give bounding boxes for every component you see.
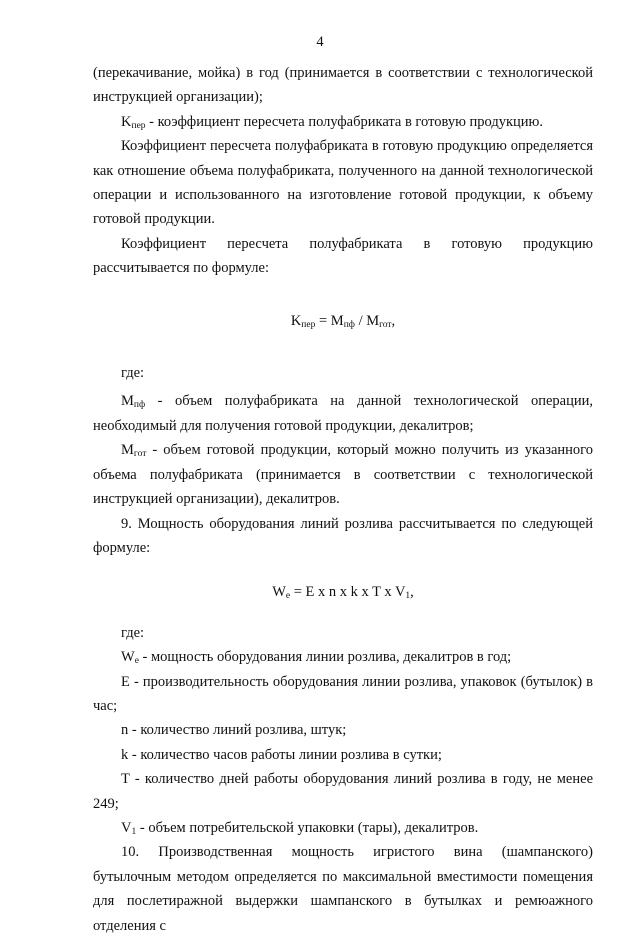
paragraph-item-9: 9. Мощность оборудования линий розлива рассчитывается по следующей формуле: [93,515,593,556]
formula-kper: $K_{пер} = M_{пф} / M_{гот}$, [290,312,396,330]
definition-mgot: $M_{гот}$ - объем готовой продукции, который можно получить из указанного объема полуфабриката (принимается в соответствии с технологической инструкцией организации), декалитров. [93,442,593,508]
where-label-2: где: [121,624,145,641]
definition-we: $W_e$ - мощность оборудования линии розлива, декалитров в год; [121,649,512,667]
where-label-1: где: [121,365,145,382]
definition-e: E - производительность оборудования линии розлива, упаковок (бутылок) в час; [93,673,593,714]
definition-n: n - количество линий розлива, штук; [121,722,347,739]
definition-k: k - количество часов работы линии розлива в сутки; [121,746,442,763]
definition-v1: $V_1$ - объем потребительской упаковки (тары), декалитров. [121,819,479,837]
definition-t: T - количество дней работы оборудования линий розлива в году, не менее 249; [93,771,593,812]
definition-mpf: $M_{пф}$ - объем полуфабриката на данной технологической операции, необходимый для получения готовой продукции, декалитров; [93,393,593,434]
document-body [93,61,593,938]
paragraph-coefficient-explanation: Коэффициент пересчета полуфабриката в готовую продукцию определяется как отношение объема полуфабриката, полученного на данной технологической операции и использованного на изготовление готовой продукции, к объему готовой продукции. [93,138,593,228]
formula-we: $W_e = E$ x n x k x T x $V_1$, [272,584,414,602]
paragraph-item-10: 10. Производственная мощность игристого вина (шампанского) бутылочным методом определяется по максимальной вместимости помещения для послетиражной выдержки шампанского в бутылках и ремюажного отделения с [93,844,593,934]
paragraph-formula-intro: Коэффициент пересчета полуфабриката в готовую продукцию рассчитывается по формуле: [93,235,593,277]
paragraph-kper-definition: $K_{пер}$ - коэффициент пересчета полуфабриката в готовую продукцию. [121,113,544,131]
paragraph-continuation: (перекачивание, мойка) в год (принимается в соответствии с технологической инструкцией организации); [93,65,593,106]
page-number: 4 [316,34,324,50]
